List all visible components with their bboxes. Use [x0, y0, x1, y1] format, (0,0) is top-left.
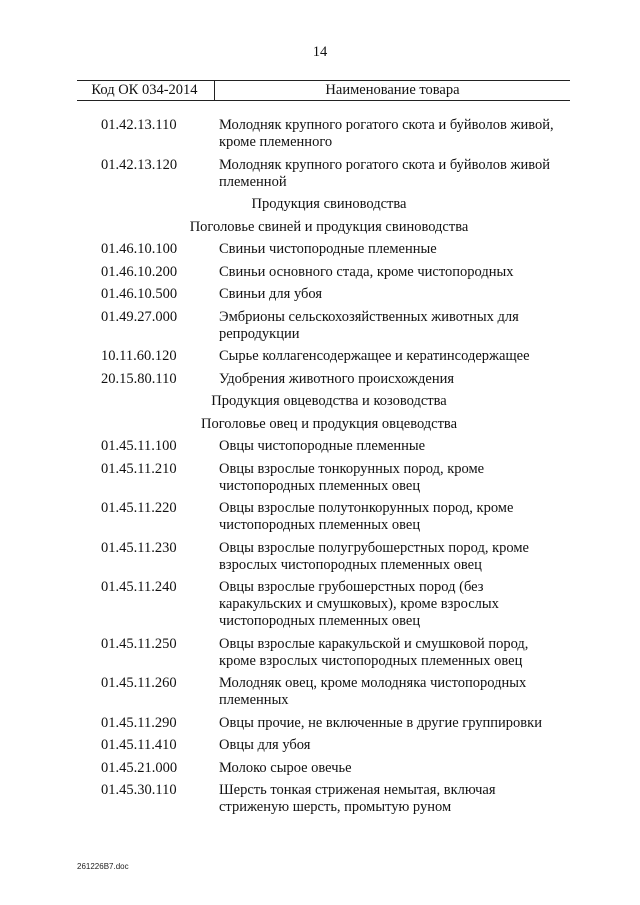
product-row	[0, 737, 640, 754]
product-row	[0, 636, 640, 670]
product-code: 01.42.13.110	[101, 117, 177, 133]
section-heading: Продукция овцеводства и козоводства	[211, 393, 447, 409]
product-code: 01.46.10.200	[101, 263, 178, 280]
product-code: 01.45.30.110	[101, 782, 177, 798]
product-row	[0, 782, 640, 816]
product-name: Овцы взрослые полугрубошерстных пород, кроме взрослых чистопородных племенных овец	[219, 539, 529, 573]
product-row	[0, 117, 640, 151]
section-heading: Поголовье свиней и продукция свиноводства	[189, 218, 469, 235]
section-heading: Продукция свиноводства	[251, 196, 407, 212]
product-code: 01.42.13.120	[101, 156, 178, 173]
product-row	[0, 438, 640, 455]
product-name: Овцы чистопородные племенные	[219, 438, 426, 454]
product-code: 01.45.11.260	[101, 675, 177, 691]
product-name: Свиньи для убоя	[219, 286, 323, 302]
product-code: 01.46.10.100	[101, 241, 178, 257]
product-list	[0, 117, 640, 822]
product-code: 01.45.11.290	[101, 714, 177, 731]
product-code: 01.45.11.100	[101, 438, 177, 454]
product-name: Сырье коллагенсодержащее и кератинсодержащее	[219, 348, 530, 364]
product-row	[0, 500, 640, 534]
product-row	[0, 157, 640, 191]
footer-filename: 261226B7.doc	[77, 862, 129, 871]
page-number: 14	[312, 44, 328, 60]
product-code: 01.45.11.410	[101, 737, 177, 753]
product-code: 01.45.11.250	[101, 635, 177, 652]
product-row	[0, 348, 640, 365]
product-code: 01.46.10.500	[101, 286, 178, 302]
product-code: 20.15.80.110	[101, 370, 177, 387]
product-name: Овцы взрослые грубошерстных пород (без каракульских и смушковых), кроме взрослых чистопородных племенных овец	[219, 579, 499, 629]
product-name: Молодняк овец, кроме молодняка чистопородных племенных	[219, 675, 527, 708]
product-row	[0, 241, 640, 258]
product-row	[0, 461, 640, 495]
product-code: 01.45.11.240	[101, 579, 177, 595]
product-name: Удобрения животного происхождения	[219, 370, 455, 387]
product-code: 01.49.27.000	[101, 308, 178, 325]
code-column-header: Код ОК 034-2014	[91, 82, 198, 98]
product-name: Эмбрионы сельскохозяйственных животных для репродукции	[219, 308, 519, 342]
product-name: Молодняк крупного рогатого скота и буйволов живой, кроме племенного	[219, 117, 554, 150]
product-row	[0, 309, 640, 343]
product-row	[0, 264, 640, 281]
product-code: 01.45.11.210	[101, 460, 177, 477]
product-code: 01.45.11.220	[101, 500, 177, 516]
product-name: Овцы взрослые тонкорунных пород, кроме чистопородных племенных овец	[219, 460, 485, 494]
product-name: Овцы взрослые полутонкорунных пород, кроме чистопородных племенных овец	[219, 500, 514, 533]
product-code: 10.11.60.120	[101, 348, 177, 364]
product-row	[0, 579, 640, 630]
section-heading: Поголовье овец и продукция овцеводства	[200, 415, 458, 432]
product-name: Молоко сырое овечье	[219, 759, 352, 776]
product-code: 01.45.21.000	[101, 759, 178, 776]
product-name: Молодняк крупного рогатого скота и буйволов живой племенной	[219, 156, 550, 190]
name-column-header: Наименование товара	[325, 82, 460, 98]
product-row	[0, 540, 640, 574]
product-name: Свиньи чистопородные племенные	[219, 241, 437, 257]
product-row	[0, 715, 640, 732]
product-name: Овцы прочие, не включенные в другие группировки	[219, 714, 542, 731]
product-row	[0, 760, 640, 777]
table-header	[77, 80, 570, 101]
product-name: Овцы взрослые каракульской и смушковой пород, кроме взрослых чистопородных племенных овец	[219, 635, 529, 669]
product-row	[0, 371, 640, 388]
product-row	[0, 286, 640, 303]
product-row	[0, 675, 640, 709]
product-name: Овцы для убоя	[219, 737, 311, 753]
product-code: 01.45.11.230	[101, 539, 177, 556]
product-name: Шерсть тонкая стриженая немытая, включая стриженую шерсть, промытую руном	[219, 782, 496, 815]
product-name: Свиньи основного стада, кроме чистопородных	[219, 263, 514, 280]
